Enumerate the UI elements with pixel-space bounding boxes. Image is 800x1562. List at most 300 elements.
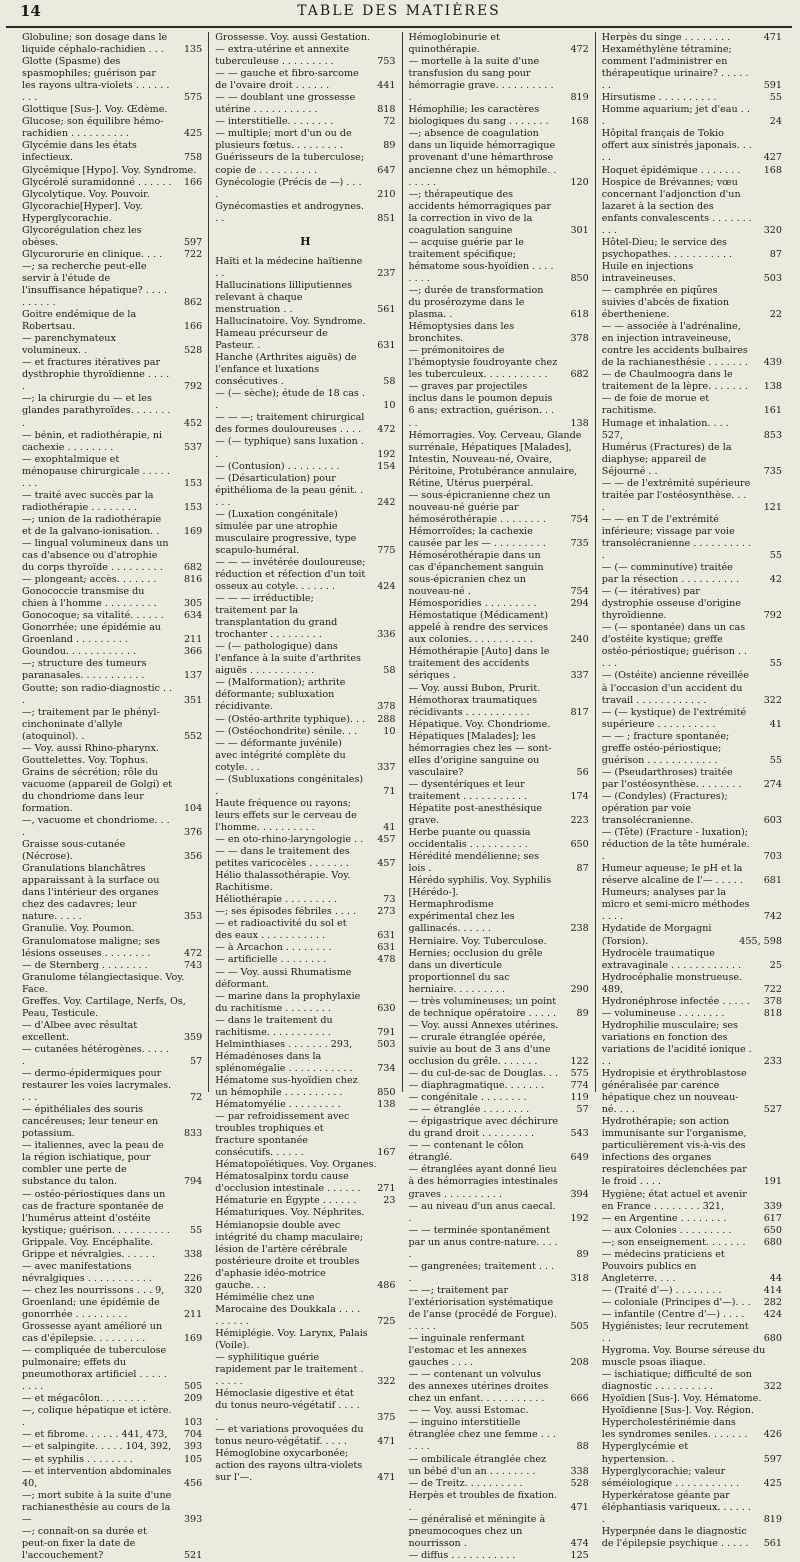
entry-page-ref: 754	[570, 586, 589, 598]
entry-page-ref: 233	[763, 1055, 782, 1067]
entry-page-ref: 169	[183, 525, 203, 537]
entry-page-ref: 552	[183, 730, 203, 742]
entry-page-ref: 734	[377, 1062, 396, 1074]
entry-text: — artificielle . . . . . . . .	[215, 954, 327, 966]
entry-text: Granulie. Voy. Poumon.	[22, 923, 135, 935]
entry-text: Hématopoïétiques. Voy. Organes.	[215, 1159, 377, 1171]
entry-page-ref: 455, 598	[739, 935, 782, 947]
entry-text: Hydatide de Morgagni (Torsion).	[601, 923, 712, 947]
entry-text: Herniaire. Voy. Tuberculose.	[408, 935, 547, 947]
index-entry	[22, 646, 202, 658]
entry-text: — à Arcachon . . . . . . . .	[215, 942, 332, 954]
entry-page-ref: 471	[763, 32, 782, 43]
index-entry	[215, 1195, 395, 1207]
index-entry	[602, 996, 782, 1008]
entry-page-ref: 226	[183, 1272, 203, 1284]
entry-page-ref: 23	[383, 1195, 396, 1207]
index-entry	[22, 1321, 202, 1345]
entry-text: Haïti et la médecine haïtienne . .	[215, 255, 363, 279]
entry-page-ref: 457	[377, 834, 396, 845]
index-entry	[602, 707, 782, 731]
entry-text: Hémostatique (Médicament) appelé à rendre des services aux colonies. . . . . . . . . . .	[408, 610, 549, 646]
entry-text: Hémorragies. Voy. Cerveau, Glande surrénale, Hépatiques [Malades], Intestin, Nouveau-né, Ovaire, Péritoine, Protubérance annulaire, Rétine, Utérus puerpéral.	[408, 429, 582, 489]
entry-text: — (— sèche); étude de 18 cas . .	[215, 388, 365, 412]
index-entry	[602, 1297, 782, 1309]
entry-text: Hydronéphrose infectée . . . . .	[601, 995, 750, 1007]
index-columns	[22, 32, 788, 1561]
entry-page-ref: 439	[763, 357, 782, 369]
index-entry	[215, 328, 395, 352]
entry-page-ref: 192	[570, 1212, 589, 1224]
entry-text: Héliothérapie . . . . . . . . .	[215, 894, 338, 906]
entry-text: — — contenant le côlon étranglé.	[408, 1140, 524, 1164]
entry-text: — exophtalmique et ménopause chirurgicale . . . . . . . .	[22, 453, 170, 489]
entry-text: —; structure des tumeurs paranasales. . . . . . . . . . .	[22, 658, 147, 682]
index-entry	[22, 755, 202, 767]
index-entry	[409, 683, 589, 695]
index-entry	[602, 1321, 782, 1345]
entry-page-ref: 603	[763, 815, 782, 827]
index-entry	[22, 960, 202, 972]
index-entry	[215, 92, 395, 116]
index-entry	[215, 128, 395, 152]
entry-page-ref: 125	[570, 1549, 589, 1561]
entry-page-ref: 722	[183, 248, 203, 260]
entry-page-ref: 87	[576, 863, 589, 875]
entry-text: Hyperpnée dans le diagnostic de l'épilepsie psychique . . . . .	[601, 1525, 749, 1549]
index-entry	[22, 815, 202, 839]
entry-text: — très volumineuses; un point de technique opératoire . . . . .	[408, 995, 557, 1019]
entry-page-ref: 474	[570, 1537, 589, 1549]
entry-text: Glycurorurie en clinique. . . .	[22, 248, 163, 260]
index-entry	[215, 738, 395, 774]
entry-page-ref: 543	[570, 1128, 589, 1140]
index-entry	[409, 1454, 589, 1478]
index-column-4	[595, 32, 788, 1549]
entry-text: Grippe et névralgies. . . . . .	[22, 1248, 155, 1260]
entry-page-ref: 339	[763, 1200, 782, 1212]
entry-page-ref: 338	[183, 1248, 203, 1260]
entry-page-ref: 351	[183, 694, 203, 706]
index-entry	[22, 201, 202, 225]
index-entry	[602, 128, 782, 164]
entry-page-ref: 294	[570, 598, 589, 610]
index-entry	[409, 598, 589, 610]
entry-text: — dysentériques et leur traitement . . . . . . . . . . .	[408, 778, 528, 802]
entry-page-ref: 743	[183, 959, 203, 971]
index-entry	[602, 1526, 782, 1550]
entry-page-ref: 301	[570, 224, 589, 236]
index-entry	[215, 1171, 395, 1195]
index-entry	[602, 1068, 782, 1116]
index-entry	[22, 1104, 202, 1140]
index-entry	[602, 863, 782, 887]
entry-text: — — doublant une grossesse utérine . . . . . . . . . . .	[215, 92, 356, 116]
entry-text: Gouttelettes. Voy. Tophus.	[22, 754, 149, 766]
entry-text: Helminthiases . . . . . . . 293,	[215, 1038, 353, 1050]
index-entry	[22, 923, 202, 935]
entry-text: — et mégacôlon. . . . . . . .	[22, 1393, 146, 1405]
entry-text: —, colique hépatique et ictère. .	[22, 1405, 172, 1429]
entry-page-ref: 58	[383, 376, 396, 388]
index-entry	[22, 1068, 202, 1104]
entry-page-ref: 819	[763, 1513, 782, 1525]
entry-page-ref: 704	[183, 1429, 203, 1441]
entry-text: — cutanées hétérogènes. . . . . .	[22, 1043, 170, 1067]
index-entry	[215, 461, 395, 473]
entry-page-ref: 456	[183, 1477, 203, 1489]
index-entry	[215, 32, 395, 44]
index-entry	[409, 1514, 589, 1550]
entry-text: — et intervention abdominales 40,	[22, 1465, 172, 1489]
entry-page-ref: 561	[377, 303, 396, 315]
entry-text: — — Voy. aussi Estomac.	[408, 1405, 529, 1417]
entry-text: Hydrothérapie; son action immunisante sur l'organisme, particulièrement vis-à-vis des infections des organes respiratoires déclenchées par le froid . . . .	[601, 1116, 747, 1188]
entry-page-ref: 758	[183, 152, 203, 164]
entry-page-ref: 597	[183, 236, 203, 248]
entry-text: Goundou. . . . . . . . . . . .	[22, 646, 137, 658]
entry-page-ref: 320	[763, 224, 782, 236]
entry-page-ref: 359	[183, 1031, 203, 1043]
entry-page-ref: 680	[763, 1236, 782, 1248]
entry-page-ref: 337	[377, 761, 396, 773]
entry-page-ref: 457	[377, 858, 396, 870]
index-entry	[22, 1345, 202, 1393]
entry-text: — — terminée spontanément par un anus contre-nature. . . . .	[408, 1224, 558, 1260]
index-entry	[409, 779, 589, 803]
index-entry	[22, 104, 202, 116]
entry-text: Grippale. Voy. Encéphalite.	[22, 1236, 154, 1248]
entry-text: Hôpital français de Tokio offert aux sinistrés japonais. . . . .	[601, 128, 752, 164]
entry-page-ref: 55	[769, 92, 782, 104]
index-entry	[215, 473, 395, 509]
entry-text: — extra-utérine et annexite tuberculeuse . . . . . . . . .	[215, 44, 350, 68]
entry-page-ref: 818	[763, 1007, 782, 1019]
entry-page-ref: 209	[183, 1393, 203, 1405]
entry-page-ref: 503	[763, 272, 782, 284]
entry-page-ref: 56	[576, 766, 589, 778]
entry-text: — volumineuse . . . . . . . .	[601, 1007, 725, 1019]
entry-page-ref: 617	[763, 1212, 782, 1224]
entry-page-ref: 72	[190, 1092, 203, 1104]
entry-text: Hémimélie chez une Marocaine des Doukkala . . . . . . . . . .	[215, 1291, 361, 1327]
index-entry	[22, 610, 202, 622]
entry-text: — compliquée de tuberculose pulmonaire; effets du pneumothorax artificiel . . . . . . . . .	[22, 1345, 167, 1393]
entry-text: Gynécomasties et androgynes. . .	[215, 200, 365, 224]
entry-page-ref: 742	[763, 911, 782, 923]
index-entry	[602, 32, 782, 44]
index-entry	[215, 954, 395, 966]
index-entry	[22, 1140, 202, 1188]
entry-text: — ostéo-périostiques dans un cas de fracture spontanée de l'humérus atteint d'ostéite kystique; guérison. . . . . . . . . .	[22, 1188, 170, 1236]
entry-page-ref: 57	[576, 1104, 589, 1116]
index-entry	[602, 731, 782, 767]
entry-text: Hexaméthylène tétramine; comment l'administrer en thérapeutique urinaire? . . . . . . .	[601, 44, 749, 92]
entry-text: — de Chaulmoogra dans le traitement de la lèpre. . . . . . .	[601, 369, 748, 393]
entry-text: Hernies; occlusion du grêle dans un diverticule proportionnel du sac herniaire. . . . . . . . .	[408, 947, 543, 995]
entry-text: — (Ostéochondrite) sénile. . .	[215, 725, 358, 737]
index-entry	[602, 1020, 782, 1068]
entry-text: Hémosérothérapie dans un cas d'épanchement sanguin sous-épicranien chez un nouveau-né .	[408, 550, 544, 598]
index-entry	[215, 436, 395, 460]
page-header	[6, 0, 792, 28]
index-entry	[602, 321, 782, 369]
entry-text: — dans le traitement du rachitisme. . . . . . . . . . .	[215, 1014, 333, 1038]
index-entry	[215, 774, 395, 798]
entry-text: Glottique [Sus-]. Voy. Œdème.	[22, 104, 168, 116]
index-entry	[409, 1068, 589, 1080]
entry-page-ref: 55	[190, 1224, 203, 1236]
entry-page-ref: 725	[377, 1315, 396, 1327]
entry-text: — bénin, et radiothérapie, ni cachexie . . . . . . . .	[22, 429, 163, 453]
entry-text: Hyperglycémie et hypertension. .	[601, 1441, 689, 1465]
entry-page-ref: 631	[377, 340, 396, 352]
index-entry	[409, 1285, 589, 1333]
index-entry	[409, 345, 589, 381]
entry-page-ref: 424	[377, 581, 396, 593]
entry-text: Granulomatose maligne; ses lésions osseuses . . . . . . . .	[22, 935, 161, 959]
entry-text: — (Luxation congénitale) simulée par une atrophie musculaire progressive, type scapulo-huméral.	[215, 508, 357, 556]
entry-page-ref: 819	[570, 92, 589, 104]
index-entry	[602, 285, 782, 321]
index-entry	[602, 261, 782, 285]
section-letter: H	[300, 234, 311, 248]
entry-text: — (— comminutive) traitée par la résection . . . . . . . . . .	[601, 562, 740, 586]
index-entry	[602, 887, 782, 923]
entry-text: Glycorégulation chez les obèses.	[22, 224, 142, 248]
entry-page-ref: 103	[183, 1417, 203, 1429]
entry-text: Hydrocéphalie monstrueuse. 489,	[601, 971, 743, 995]
index-entry	[22, 140, 202, 164]
index-entry	[22, 1249, 202, 1261]
index-entry	[602, 442, 782, 478]
index-entry	[22, 1297, 202, 1321]
index-entry	[22, 309, 202, 333]
index-column-3	[402, 32, 595, 1561]
index-entry	[22, 454, 202, 490]
index-entry	[215, 593, 395, 641]
entry-page-ref: 794	[183, 1176, 203, 1188]
index-entry	[215, 352, 395, 388]
entry-text: Humeurs; analyses par la micro et semi-micro méthodes . . . .	[601, 887, 750, 923]
entry-page-ref: 89	[576, 1007, 589, 1019]
entry-page-ref: 528	[570, 1477, 589, 1489]
index-entry	[215, 1220, 395, 1292]
entry-page-ref: 850	[570, 272, 589, 284]
index-entry	[22, 1261, 202, 1285]
entry-text: —; sa recherche peut-elle servir à l'étude de l'insuffisance hépatique? . . . . . . . . . .	[22, 260, 168, 309]
entry-text: — diffus . . . . . . . . . . .	[408, 1549, 516, 1561]
entry-text: Hémoglobine oxycarbonée; action des rayons ultra-violets sur l'—.	[215, 1448, 363, 1484]
entry-page-ref: 818	[377, 104, 396, 116]
index-entry	[22, 1044, 202, 1068]
index-entry	[215, 1039, 395, 1051]
entry-text: — (Traité d'—) . . . . . . . .	[601, 1284, 722, 1296]
index-entry	[409, 128, 589, 188]
entry-text: —; durée de transformation du prosérozyme dans le plasma. .	[408, 284, 544, 321]
index-entry	[409, 851, 589, 875]
index-entry	[409, 1225, 589, 1261]
entry-text: Hépatite post-anesthésique grave.	[408, 803, 543, 827]
entry-text: Hémoclasie digestive et état du tonus neuro-végétatif . . . . .	[215, 1388, 360, 1424]
index-entry	[22, 972, 202, 996]
entry-text: — — Voy. aussi Rhumatisme déformant.	[215, 966, 352, 990]
index-entry	[215, 1448, 395, 1484]
index-entry	[602, 393, 782, 417]
entry-text: Glycérolé suramidonné . . . . . .	[22, 176, 172, 188]
entry-page-ref: 754	[570, 513, 589, 525]
entry-page-ref: 735	[763, 465, 782, 477]
index-column-1	[22, 32, 208, 1561]
entry-page-ref: 119	[570, 1092, 589, 1104]
index-entry	[22, 1020, 202, 1044]
entry-page-ref: 561	[763, 1537, 782, 1549]
entry-page-ref: 154	[377, 460, 396, 472]
entry-page-ref: 210	[377, 188, 396, 200]
entry-text: Hémiplégie. Voy. Larynx, Palais (Voile).	[215, 1327, 368, 1351]
entry-page-ref: 191	[763, 1176, 782, 1188]
entry-page-ref: 73	[383, 894, 396, 906]
entry-page-ref: 24	[769, 116, 782, 128]
index-entry	[22, 333, 202, 357]
entry-text: — — dans le traitement des petites varicocèles . . . . . . .	[215, 846, 350, 870]
entry-page-ref: 55	[769, 658, 782, 670]
index-entry	[409, 32, 589, 56]
index-entry	[215, 388, 395, 412]
entry-text: — (— itératives) par dystrophie osseuse d'origine thyroïdienne.	[601, 586, 741, 622]
entry-text: — épithéliales des souris cancéreuses; leur teneur en potassium.	[22, 1104, 159, 1140]
index-entry	[409, 803, 589, 827]
entry-text: Glycémique [Hypo]. Voy. Syndrome.	[22, 164, 197, 176]
entry-text: — acquise guérie par le traitement spécifique; hématome sous-hyoïdien . . . . . . . .	[408, 236, 554, 284]
entry-text: — syphilitique guérie rapidement par le traitement . . . . . .	[215, 1352, 364, 1388]
entry-text: Hermaphrodisme expérimental chez les gallinacés. . . . . .	[408, 899, 515, 935]
entry-page-ref: 271	[377, 1183, 396, 1195]
index-entry	[602, 1225, 782, 1237]
entry-text: Humeur aqueuse; le pH et la réserve alcaline de l'— . . . . .	[601, 863, 743, 887]
index-entry	[215, 116, 395, 128]
entry-page-ref: 169	[183, 1333, 203, 1345]
entry-text: Humérus (Fractures) de la diaphyse; appareil de Séjourné . .	[601, 441, 732, 477]
entry-page-ref: 618	[570, 309, 589, 321]
entry-text: — — ; fracture spontanée; greffe ostéo-périostique; guérison . . . . . . . . . . . .	[601, 730, 730, 766]
index-entry	[22, 430, 202, 454]
entry-page-ref: 853	[763, 429, 782, 441]
entry-text: — et salpingite. . . . . 104, 392,	[22, 1441, 172, 1453]
index-entry	[22, 743, 202, 755]
index-entry	[215, 44, 395, 68]
index-entry	[602, 1189, 782, 1213]
index-entry	[22, 357, 202, 393]
entry-text: — — — irréductible; traitement par la transplantation du grand trochanter . . . . . . . . .	[215, 593, 338, 641]
entry-text: —; absence de coagulation dans un liquide hémorragique provenant d'une hémarthrose ancienne chez un hémophile. . . . . . .	[408, 128, 557, 188]
entry-text: Hyperglycorachie; valeur séméiologique . . . . . . . . . . .	[601, 1465, 740, 1489]
entry-page-ref: 792	[183, 381, 203, 393]
entry-page-ref: 305	[183, 598, 203, 610]
index-entry	[602, 1309, 782, 1321]
index-entry	[215, 834, 395, 846]
entry-text: — et fractures itératives par dysthrophie thyroïdienne . . . . .	[22, 357, 170, 393]
index-entry	[602, 165, 782, 177]
index-entry	[22, 586, 202, 610]
entry-page-ref: 274	[763, 778, 782, 790]
index-entry	[215, 798, 395, 834]
entry-text: Hématuriques. Voy. Néphrites.	[215, 1207, 365, 1219]
index-entry	[409, 1201, 589, 1225]
entry-page-ref: 393	[183, 1513, 203, 1525]
entry-page-ref: 174	[570, 790, 589, 802]
entry-text: —; connaît-on sa durée et peut-on fixer la date de l'accouchement?	[22, 1525, 147, 1561]
entry-page-ref: 320	[183, 1284, 203, 1296]
entry-page-ref: 378	[377, 701, 396, 713]
entry-text: Hydrophilie musculaire; ses variations en fonction des variations de l'acidité ionique . . .	[601, 1019, 752, 1067]
index-entry	[215, 894, 395, 906]
entry-page-ref: 337	[570, 670, 589, 682]
index-entry	[602, 44, 782, 92]
entry-text: — interstitielle. . . . . . . .	[215, 116, 334, 128]
entry-page-ref: 375	[377, 1412, 396, 1424]
entry-text: — Voy. aussi Bubon, Prurit.	[408, 682, 541, 694]
entry-page-ref: 10	[383, 725, 396, 737]
index-entry	[409, 1478, 589, 1490]
entry-page-ref: 273	[377, 906, 396, 918]
entry-page-ref: 288	[377, 713, 396, 725]
entry-text: — graves par projectiles inclus dans le poumon depuis 6 ans; extraction, guérison. . . . .	[408, 381, 555, 429]
entry-text: — — contenant un volvulus des annexes utérines droites chez un enfant. . . . . . . . . . .	[408, 1369, 549, 1405]
index-entry	[22, 658, 202, 682]
entry-page-ref: 394	[570, 1188, 589, 1200]
entry-text: —, vacuome et chondriome. . . .	[22, 815, 170, 839]
index-entry	[22, 574, 202, 586]
entry-text: — multiple; mort d'un ou de plusieurs fœtus. . . . . . . . .	[215, 128, 352, 152]
entry-page-ref: 89	[383, 140, 396, 152]
entry-text: — italiennes, avec la peau de la région ischiatique, pour combler une perte de substance du talon.	[22, 1140, 164, 1188]
entry-text: — inguino interstitielle étranglée chez une femme . . . . . . .	[408, 1417, 556, 1453]
entry-page-ref: 833	[183, 1128, 203, 1140]
entry-text: — — déformante juvénile) avec intégrité complète du cotyle. . .	[215, 737, 346, 773]
entry-page-ref: 57	[190, 1055, 203, 1067]
index-entry	[215, 846, 395, 870]
entry-text: — (— spontanée) dans un cas d'ostéite kystique; greffe ostéo-périostique; guérison . . . . .	[601, 622, 748, 670]
entry-text: — ischiatique; difficulté de son diagnostic . . . . . . . . . .	[601, 1369, 752, 1393]
entry-text: Hyoïdien [Sus-]. Voy. Hématome.	[601, 1393, 762, 1405]
entry-text: — et fibrome. . . . . . 441, 473,	[22, 1429, 168, 1441]
entry-page-ref: 72	[383, 116, 396, 128]
entry-text: Hérédité mendélienne; ses lois .	[408, 851, 540, 875]
entry-text: Hérédo syphilis. Voy. Syphilis [Hérédo-].	[408, 875, 552, 899]
entry-text: — parenchymateux volumineux. .	[22, 333, 116, 357]
index-entry	[602, 948, 782, 972]
entry-page-ref: 792	[763, 610, 782, 622]
entry-page-ref: 452	[183, 417, 203, 429]
entry-text: Hôtel-Dieu; le service des psychopathes. . . . . . . . . . .	[601, 236, 733, 260]
entry-text: Hélio thalassothérapie. Voy. Rachitisme.	[215, 870, 351, 894]
index-entry	[22, 1490, 202, 1526]
index-entry	[602, 827, 782, 863]
index-entry	[22, 707, 202, 743]
index-entry	[409, 1116, 589, 1140]
entry-page-ref: 88	[576, 1441, 589, 1453]
index-entry	[602, 1008, 782, 1020]
entry-text: — (Ostéo-arthrite typhique). . .	[215, 713, 366, 725]
entry-page-ref: 666	[570, 1393, 589, 1405]
index-entry	[602, 1237, 782, 1249]
entry-text: Hématosalpinx tordu cause d'occlusion intestinale . . . . . .	[215, 1171, 361, 1195]
entry-text: — (Désarticulation) pour épithélioma de la peau génit. . . . .	[215, 472, 364, 508]
entry-page-ref: 631	[377, 930, 396, 942]
index-entry	[215, 1207, 395, 1219]
index-entry	[602, 1285, 782, 1297]
